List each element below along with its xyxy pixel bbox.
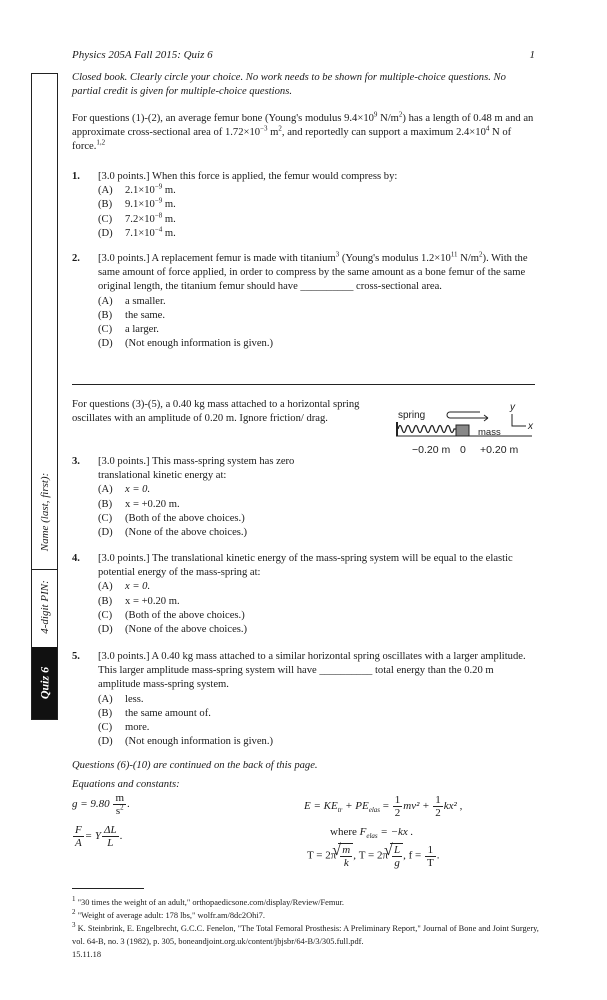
- page-header: [72, 49, 535, 61]
- option-d[interactable]: (D) (Not enough information is given.): [98, 736, 273, 748]
- wall: [396, 422, 398, 436]
- continued-note: Questions (6)-(10) are continued on the back of this page.: [72, 760, 318, 771]
- question-number: 1.: [72, 171, 80, 182]
- tick-right: +0.20 m: [480, 444, 519, 456]
- section-divider: [72, 384, 535, 385]
- option-a[interactable]: (A) x = 0.: [98, 484, 151, 496]
- question-number: 5.: [72, 651, 80, 662]
- intro-questions-1-2: For questions (1)-(2), an average femur bone (Young's modulus $9.4\times 10^9$ $N/m^2$) has a length of 0.48 m and an approximate cross-sectional area of $1.72\times 10^{-3}$ $m^2$, and reportedly can support a maximum $2.4\times 10^4$ N of force.$^{1,2}$: [72, 110, 534, 153]
- question-number: 4.: [72, 553, 80, 564]
- intro-questions-3-5: For questions (3)-(5), a 0.40 kg mass attached to a horizontal spring oscillates with an amplitude of 0.20 m. Ignore friction/ drag.: [72, 399, 360, 425]
- tick-zero: 0: [460, 444, 466, 456]
- option-a[interactable]: (A) less.: [98, 693, 144, 705]
- option-b[interactable]: (B) the same amount of.: [98, 707, 211, 719]
- equation-stress-strain: $\frac{F}{A}$ = Y $\frac{\Delta L}{L}$ .: [75, 824, 123, 849]
- footnote-1: $^1$ "30 times the weight of an adult," orthopaedicsone.com/display/Review/Femur.: [72, 895, 345, 907]
- sidebar-divider: [32, 569, 57, 570]
- option-c[interactable]: (C) more.: [98, 722, 150, 734]
- question-3: [72, 455, 342, 540]
- option-c[interactable]: (C) (Both of the above choices.): [98, 512, 245, 524]
- option-c[interactable]: (C) (Both of the above choices.): [98, 609, 245, 621]
- footnote-rule: [72, 888, 144, 889]
- name-pin-sidebar: [31, 73, 58, 720]
- option-d[interactable]: (D) (None of the above choices.): [98, 624, 248, 636]
- option-a[interactable]: (A) x = 0.: [98, 581, 151, 593]
- option-c[interactable]: (C) a larger.: [98, 324, 159, 336]
- page-number: 1: [529, 49, 535, 61]
- option-d[interactable]: (D) (None of the above choices.): [98, 527, 248, 539]
- question-4: [72, 552, 535, 637]
- spring-mass-diagram: [392, 398, 542, 460]
- mass-label: mass: [478, 427, 501, 438]
- question-stem: [3.0 points.] A replacement femur is made with titanium$^3$ (Young's modulus $1.2\times 10^{11}$ $N/m^2$). With the same amount of force applied, in order to compress by the same amount as a bone femur of the same original length, the titanium femur should have __________ cross-sectional area.: [98, 250, 528, 293]
- quiz-badge: Quiz 6: [32, 647, 57, 719]
- equations-title: Equations and constants:: [72, 779, 180, 790]
- date-stamp: 15.11.18: [72, 950, 102, 959]
- instructions: Closed book. Clearly circle your choice. No work needs to be shown for multiple-choice questions. No partial credit is given for multiple-choice questions.: [72, 72, 506, 98]
- option-a[interactable]: (A) a smaller.: [98, 295, 166, 307]
- option-b[interactable]: (B) the same.: [98, 309, 166, 321]
- option-b[interactable]: (B) x = +0.20 m.: [98, 498, 180, 510]
- equation-periods: T = 2π √ $\frac{m}{k}$ , T = 2π √ $\frac{L}{g}$ , f = $\frac{1}{T}$ .: [307, 842, 440, 869]
- question-number: 2.: [72, 253, 80, 264]
- tick-left: −0.20 m: [412, 444, 451, 456]
- axes-icon: [512, 414, 526, 426]
- option-b[interactable]: (B) $9.1\times 10^{-9}$ m.: [98, 196, 176, 211]
- mass-block: [456, 425, 469, 436]
- question-stem: [3.0 points.] When this force is applied, the femur would compress by:: [98, 171, 398, 182]
- x-axis-label: x: [528, 421, 533, 432]
- question-2: [72, 252, 535, 351]
- equation-g: g = 9.80 $\frac{m}{s^2}$ .: [72, 792, 130, 817]
- header-title: Physics 205A Fall 2015: Quiz 6: [72, 49, 213, 61]
- option-a[interactable]: (A) $2.1\times 10^{-9}$ m.: [98, 182, 176, 197]
- question-number: 3.: [72, 456, 80, 467]
- spring-label: spring: [398, 410, 426, 421]
- option-b[interactable]: (B) x = +0.20 m.: [98, 595, 180, 607]
- spring-icon: [398, 426, 456, 433]
- question-5: [72, 650, 535, 749]
- option-c[interactable]: (C) $7.2\times 10^{-8}$ m.: [98, 211, 176, 225]
- option-d[interactable]: (D) $7.1\times 10^{-4}$ m.: [98, 225, 176, 239]
- y-axis-label: y: [510, 402, 515, 413]
- question-stem: [3.0 points.] A 0.40 kg mass attached to a similar horizontal spring oscillates with a larger amplitude. This larger amplitude mass-spring system will have __________ total energy than the 0.20 m amplitude mass-spring system.: [98, 651, 526, 691]
- footnote-2: $^2$ "Weight of average adult: 178 lbs," wolfr.am/8dc2Ohi7.: [72, 908, 265, 920]
- oscillation-arrow: [450, 412, 488, 418]
- question-stem: [3.0 points.] This mass-spring system has zero translational kinetic energy at:: [98, 456, 295, 482]
- question-stem: [3.0 points.] The translational kinetic energy of the mass-spring system will be equal to the elastic potential energy of the mass-spring at:: [98, 553, 513, 579]
- option-d[interactable]: (D) (Not enough information is given.): [98, 338, 273, 350]
- name-field-label: Name (last, first):: [38, 472, 51, 551]
- question-1: [72, 170, 535, 241]
- equation-hooke: where $F_{elas} = -kx$ .: [330, 826, 414, 841]
- pin-field-label: 4-digit PIN:: [38, 580, 51, 634]
- equation-energy: $E = KE_{tr} + PE_{elas}$ = $\frac{1}{2}$ mv² + $\frac{1}{2}$ kx² ,: [304, 794, 463, 819]
- footnote-3: $^3$ K. Steinbrink, E. Engelbrecht, G.C.C. Fenelon, "The Total Femoral Prosthesis: A Preliminary Report," Journal of Bone and Joint Surgery, vol. 64-B, no. 3 (1982), p. 305, boneandjoint.org.uk/content/jbjsbr/64-B/3/305.full.pdf.: [72, 921, 539, 946]
